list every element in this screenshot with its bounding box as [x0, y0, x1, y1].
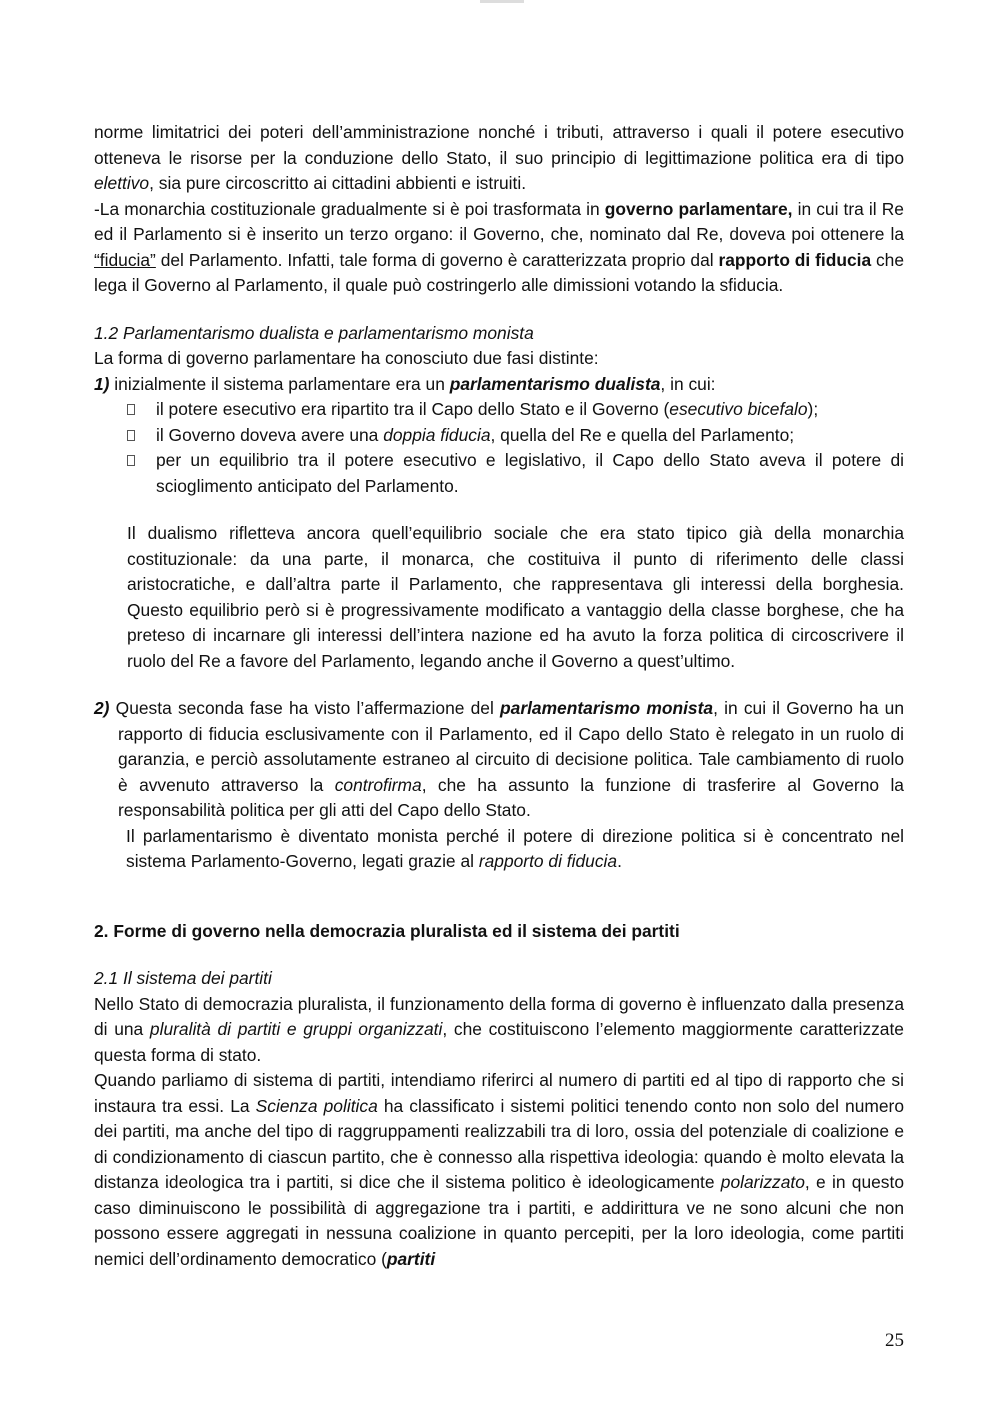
- intro-paragraph-2: [94, 197, 904, 299]
- bold-italic-term: parlamentarismo monista: [500, 698, 714, 718]
- text-run: , che ha assunto la funzione di trasferire al Governo la responsabilità politica per gli atti del Capo dello Stato.: [118, 774, 904, 820]
- section-2-1-paragraph-2: [94, 1068, 904, 1272]
- text-run: , in cui il Governo ha un rapporto di fiducia esclusivamente con il Parlamento, ed il Capo dello Stato è relegato in un ruolo di garanzia, e perciò assolutamente estraneo al circuito di decisione politica. Tale cambiamento di ruolo è avvenuto attraverso la: [118, 698, 904, 795]
- text-run: -La monarchia costituzionale gradualmente si è poi trasformata in: [94, 198, 605, 219]
- text-run: del Parlamento. Infatti, tale forma di governo è caratterizzata proprio dal: [155, 249, 719, 270]
- bullet-box-icon: [127, 455, 135, 466]
- section-2-1-title: 2.1 Il sistema dei partiti: [94, 968, 272, 988]
- emphasis: pluralità di partiti e gruppi organizzati: [149, 1019, 443, 1039]
- item-number: 1): [94, 373, 110, 394]
- emphasis: polarizzato: [720, 1172, 805, 1192]
- emphasis: elettivo: [94, 173, 150, 193]
- bullet-box-icon: [127, 430, 135, 441]
- item-number: 2): [94, 698, 110, 718]
- bullet-item: [127, 448, 904, 499]
- text-run: , quella del Re e quella del Parlamento;: [490, 424, 795, 445]
- text-run: , e in questo caso diminuiscono le possibilità di aggregazione tra i partiti, e addirittura ve ne sono alcuni che non possono essere aggregati in nessuna coalizione in quanto percepiti, per la loro ideologia, come partiti nemici dell’ordinamento democratico (: [94, 1172, 904, 1269]
- bullet-list: [94, 397, 904, 499]
- bold-term: rapporto di fiducia: [718, 249, 872, 270]
- section-1-2-lead: La forma di governo parlamentare ha conosciuto due fasi distinte:: [94, 348, 599, 368]
- page-number: 25: [885, 1330, 904, 1351]
- bullet-box-icon: [127, 404, 135, 415]
- text-run: inizialmente il sistema parlamentare era un: [109, 373, 450, 394]
- dualism-paragraph: Il dualismo rifletteva ancora quell’equilibrio sociale che era stato tipico già della monarchia costituzionale: da una parte, il monarca, che costituiva il punto di riferimento delle classi aristocratiche, e dall’altra parte il Parlamento, che rappresentava gli interessi della borghesia. Questo equilibrio però si è progressivamente modificato a vantaggio della classe borghese, che ha preteso di incarnare gli interessi dell’intera nazione ed ha avuto la forza politica di circoscrivere il ruolo del Re a favore del Parlamento, legando anche il Governo a quest’ultimo.: [127, 523, 904, 671]
- text-run: Nello Stato di democrazia pluralista, il funzionamento della forma di governo è influenzato dalla presenza di una: [94, 993, 904, 1039]
- text-run: che lega il Governo al Parlamento, il quale può costringerlo alle dimissioni votando la sfiducia.: [94, 249, 904, 295]
- text-run: Quando parliamo di sistema di partiti, intendiamo riferirci al numero di partiti ed al tipo di rapporto che si instaura tra essi. La: [94, 1070, 904, 1116]
- numbered-item-1: [94, 372, 904, 398]
- monism-paragraph: [94, 824, 904, 875]
- emphasis: controfirma: [334, 774, 422, 795]
- section-2-1-paragraph-1: [94, 992, 904, 1069]
- emphasis: rapporto di fiducia: [478, 851, 618, 871]
- text-run: , sia pure circoscritto ai cittadini abbienti e istruiti.: [149, 173, 527, 193]
- text-run: il Governo doveva avere una: [156, 424, 384, 445]
- text-run: );: [807, 399, 819, 419]
- emphasis: doppia fiducia: [383, 424, 491, 445]
- bullet-item: [127, 423, 904, 449]
- text-run: per un equilibrio tra il potere esecutivo e legislativo, il Capo dello Stato aveva il potere di scioglimento anticipato del Parlamento.: [156, 450, 904, 496]
- emphasis: Scienza politica: [255, 1095, 378, 1116]
- text-run: il potere esecutivo era ripartito tra il Capo dello Stato e il Governo (: [156, 399, 670, 419]
- bold-italic-term: partiti: [386, 1248, 436, 1269]
- underlined-term: “fiducia”: [94, 249, 156, 270]
- text-run: norme limitatrici dei poteri dell’amministrazione nonché i tributi, attraverso i quali il potere esecutivo otteneva le risorse per la conduzione dello Stato, il suo principio di legittimazione politica era di tipo: [94, 122, 904, 168]
- text-run: , in cui:: [660, 373, 716, 394]
- text-run: , che costituiscono l’elemento maggiormente caratterizzate questa forma di stato.: [94, 1019, 904, 1065]
- bold-italic-term: parlamentarismo dualista: [449, 373, 661, 394]
- numbered-item-2: [94, 696, 904, 824]
- text-run: ha classificato i sistemi politici tenendo conto non solo del numero dei partiti, ma anche del tipo di raggruppamenti realizzabili tra di loro, ossia del potenziale di coalizione e di condizionamento di ciascun partito, che è connesso alla rispettiva ideologia: quando è molto elevata la distanza ideologica tra i partiti, si dice che il sistema politico è ideologicamente: [94, 1095, 905, 1192]
- text-run: Questa seconda fase ha visto l’affermazione del: [109, 698, 501, 718]
- section-2-title: 2. Forme di governo nella democrazia pluralista ed il sistema dei partiti: [94, 920, 680, 941]
- intro-paragraph-1: [94, 120, 904, 197]
- header-mark: [480, 0, 524, 3]
- text-run: .: [617, 851, 622, 871]
- emphasis: esecutivo bicefalo: [669, 399, 808, 419]
- bullet-item: [127, 397, 904, 423]
- text-run: Il parlamentarismo è diventato monista perché il potere di direzione politica si è concentrato nel sistema Parlamento-Governo, legati grazie al: [126, 825, 904, 871]
- page-body: [94, 120, 904, 1272]
- text-run: in cui tra il Re ed il Parlamento si è inserito un terzo organo: il Governo, che, nominato dal Re, doveva poi ottenere la: [94, 198, 904, 244]
- bold-term: governo parlamentare,: [604, 198, 793, 219]
- section-1-2-title: 1.2 Parlamentarismo dualista e parlamentarismo monista: [94, 322, 534, 343]
